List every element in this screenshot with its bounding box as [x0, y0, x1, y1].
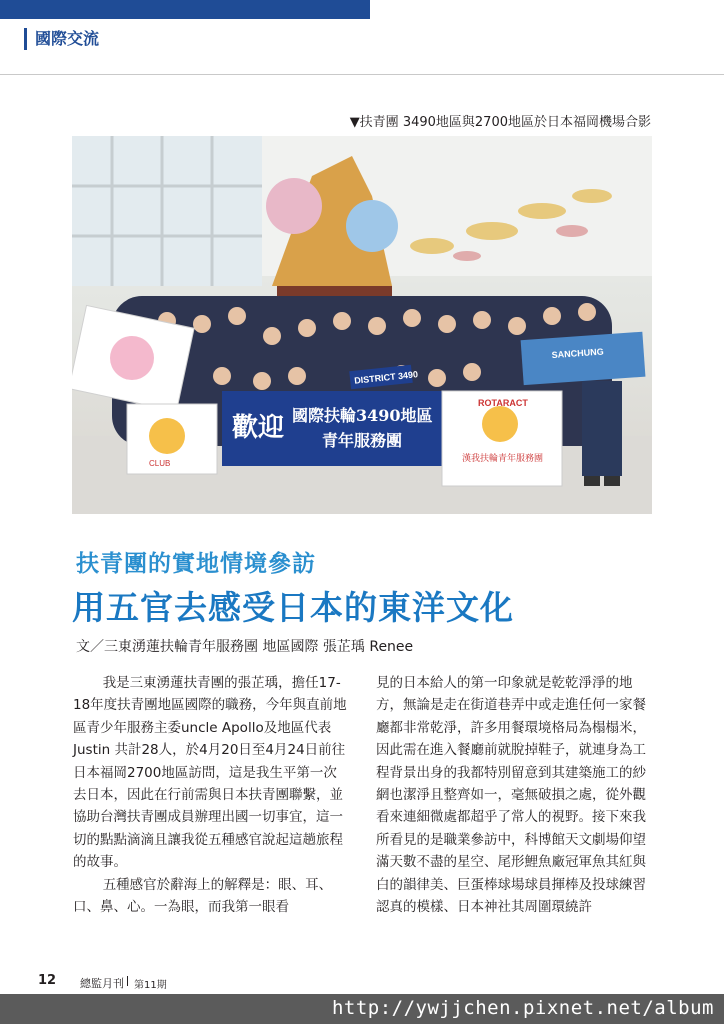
page-number: 12 — [38, 973, 57, 988]
right-flag-sanchung: SANCHUNG — [551, 346, 604, 361]
publication-name: 總監月刊 — [80, 977, 124, 990]
section-marker — [24, 28, 27, 50]
watermark-url: http://ywjjchen.pixnet.net/album — [331, 997, 714, 1019]
photo-caption: ▼扶青團 3490地區與2700地區於日本福岡機場合影 — [349, 115, 651, 130]
article-column-right — [376, 672, 652, 918]
article-title: 用五官去感受日本的東洋文化 — [72, 588, 514, 627]
left-flag-club: CLUB — [149, 459, 171, 468]
right-flag-rotaract: ROTARACT — [478, 398, 528, 408]
issue-number: 第11期 — [134, 980, 167, 991]
banner-line1: 國際扶輪3490地區 — [292, 406, 433, 425]
header-divider — [0, 74, 724, 75]
article-subtitle: 扶青團的實地情境參訪 — [76, 550, 316, 577]
footer-separator — [127, 976, 128, 986]
district-sign: DISTRICT 3490 — [353, 369, 419, 386]
article-byline: 文／三東湧蓮扶輪青年服務團 地區國際 張芷瑀 Renee — [76, 639, 414, 655]
header-color-band — [0, 0, 370, 19]
banner-line2: 青年服務團 — [322, 431, 403, 450]
article-column-left — [73, 672, 349, 918]
paragraph: 見的日本給人的第一印象就是乾乾淨淨的地方，無論是走在街道巷弄中或走進任何一家餐廳都非常乾淨，許多用餐環境格局為榻榻米，因此需在進入餐廳前就脫掉鞋子，就連身為工程背景出身的我都特別留意到其建築施工的紗網也潔淨且整齊如一，毫無破損之處，從外觀看來連細微處都超乎了常人的視野。接下來我所看見的是職業參訪中，科博館天文劇場仰望滿天數不盡的星空、尾形鯉魚廠冠軍魚其紅與白的韻律美、巨蛋棒球場球員揮棒及投球練習認真的模樣、日本神社其周圍環繞許 — [376, 675, 646, 916]
paragraph: 我是三東湧蓮扶青團的張芷瑀，擔任17-18年度扶青團地區國際的職務，今年與直前地區青少年服務主委uncle Apollo及地區代表Justin 共計28人，於4月20日至4月24日前往日本福岡2700地區訪問，這是我生平第一次去日本，因此在行前需與日本扶青團聯繫，並協助台灣扶青團成員辦理出國一切事宜，這一切的點點滴滴且讓我從五種感官說起這趟旅程的故事。 — [73, 675, 347, 871]
banner-welcome-text: 歡迎 — [232, 413, 285, 443]
group-photo — [72, 136, 652, 514]
right-flag-text: 漢我扶輪青年服務團 — [462, 454, 544, 464]
paragraph: 五種感官於辭海上的解釋是：眼、耳、口、鼻、心。一為眼，而我第一眼看 — [73, 876, 333, 916]
section-label: 國際交流 — [35, 29, 100, 48]
